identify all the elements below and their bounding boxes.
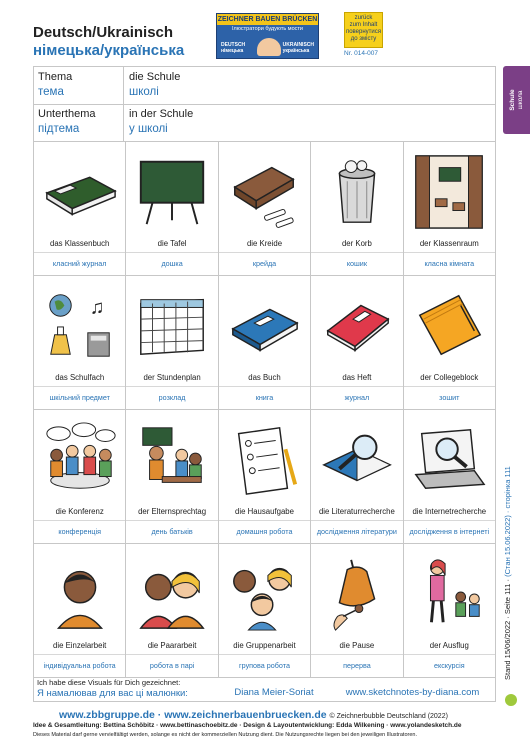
individual-work-icon — [41, 554, 119, 632]
word-uk: класна кімната — [424, 259, 475, 268]
word-de: der Klassenraum — [404, 235, 495, 253]
artist-website-link[interactable]: www.sketchnotes-by-diana.com — [345, 687, 480, 698]
word-uk: перерва — [343, 661, 371, 670]
vocab-card[interactable] — [404, 544, 496, 678]
word-uk: книга — [255, 393, 274, 402]
usage-rights: Dieses Material darf gerne vervielfältigt werden, solange es nicht der kommerziellen Nutzung dient. Die Nutzungsrechte liegen bei den jeweiligen Illustratoren. — [33, 732, 417, 738]
logo-faces-icon — [257, 38, 281, 56]
word-de: das Schulfach — [34, 369, 125, 387]
word-de: der Korb — [311, 235, 402, 253]
sheet-number: Nr. 014-007 — [344, 50, 378, 57]
topic-row — [33, 66, 496, 105]
vocab-card[interactable] — [404, 276, 496, 410]
vocab-card[interactable] — [126, 276, 218, 410]
word-uk: дослідження в інтернеті — [409, 527, 490, 536]
vocab-card[interactable] — [126, 410, 218, 544]
school-subject-icon — [41, 286, 119, 364]
topic-label: Thema тема — [34, 67, 124, 104]
timetable-icon — [133, 286, 211, 364]
word-de: die Literaturrecherche — [311, 503, 402, 521]
word-de: das Buch — [219, 369, 310, 387]
word-uk: групова робота — [239, 661, 290, 670]
side-tab-school[interactable] — [503, 66, 530, 134]
word-uk: день батьків — [151, 527, 193, 536]
class-register-icon — [41, 152, 119, 230]
vocab-card[interactable] — [404, 142, 496, 276]
version-stamp: Stand 15/06/2022 · Seite 111 · (Стан 15.06.2022) · сторінка 111 — [503, 466, 512, 680]
classroom-icon — [410, 152, 488, 230]
vocab-card[interactable] — [34, 410, 126, 544]
vocab-card[interactable] — [219, 276, 311, 410]
subtopic-row — [33, 104, 496, 142]
college-block-icon — [410, 286, 488, 364]
school-bell-icon — [318, 554, 396, 632]
vocab-card[interactable] — [219, 142, 311, 276]
vocab-card[interactable] — [34, 276, 126, 410]
internet-research-icon — [410, 420, 488, 498]
word-de: die Paararbeit — [126, 637, 217, 655]
credit-box — [33, 677, 496, 702]
zeichner-bauen-bruecken-logo[interactable] — [216, 13, 319, 59]
back-label-1: zurück — [354, 15, 373, 21]
vocab-card[interactable] — [311, 544, 403, 678]
word-de: die Pause — [311, 637, 402, 655]
word-uk: кошик — [346, 259, 367, 268]
word-de: die Gruppenarbeit — [219, 637, 310, 655]
logo-lang-uk: UKRAINISCH українська — [282, 42, 314, 54]
back-label-4: до змісту — [350, 36, 377, 42]
logo-lang-de: DEUTSCH німецька — [221, 42, 246, 54]
word-de: die Tafel — [126, 235, 217, 253]
word-de: die Internetrecherche — [404, 503, 495, 521]
word-uk: індивідуальна робота — [43, 661, 116, 670]
word-uk: екскурсія — [433, 661, 465, 670]
back-label-3: повернутися — [345, 29, 382, 35]
word-de: die Hausaufgabe — [219, 503, 310, 521]
word-de: der Ausflug — [404, 637, 495, 655]
word-de: die Einzelarbeit — [34, 637, 125, 655]
book-icon — [225, 286, 303, 364]
word-de: die Konferenz — [34, 503, 125, 521]
word-uk: конференція — [58, 527, 102, 536]
group-work-icon — [225, 554, 303, 632]
field-trip-icon — [410, 554, 488, 632]
wastebasket-icon — [318, 152, 396, 230]
word-de: das Klassenbuch — [34, 235, 125, 253]
word-uk: шкільний предмет — [49, 393, 110, 402]
vocab-card[interactable] — [34, 544, 126, 678]
word-uk: домашня робота — [236, 527, 293, 536]
page-title-uk: німецька/українська — [33, 42, 185, 59]
conference-icon — [41, 420, 119, 498]
word-uk: дослідження літератури — [316, 527, 397, 536]
word-uk: робота в парі — [149, 661, 195, 670]
vocab-card[interactable] — [219, 544, 311, 678]
word-de: das Heft — [311, 369, 402, 387]
word-de: der Elternsprechtag — [126, 503, 217, 521]
subtopic-label: Unterthema підтема — [34, 104, 124, 141]
topic-value: die Schule школі — [129, 71, 181, 98]
svg-text:♫: ♫ — [89, 296, 105, 319]
word-de: der Collegeblock — [404, 369, 495, 387]
vocab-card[interactable] — [404, 410, 496, 544]
word-de: der Stundenplan — [126, 369, 217, 387]
vocab-card[interactable] — [311, 410, 403, 544]
word-de: die Kreide — [219, 235, 310, 253]
copyright: © Zeichnerbubble Deutschland (2022) — [329, 713, 448, 720]
homework-icon — [225, 420, 303, 498]
vocab-card[interactable] — [126, 544, 218, 678]
word-uk: крейда — [252, 259, 277, 268]
pair-work-icon — [133, 554, 211, 632]
blackboard-icon — [133, 152, 211, 230]
word-uk: журнал — [344, 393, 370, 402]
artist-name: Diana Meier-Soriat — [234, 687, 314, 698]
word-uk: зошит — [439, 393, 460, 402]
literature-research-icon — [318, 420, 396, 498]
back-label-2: zum Inhalt — [349, 22, 378, 28]
credits-line: Idee & Gesamtleitung: Bettina Schöbitz · www.bettinaschoebitz.de · Design & Layoutentwicklung: Edda Wilkening · www.yolandesketch.de — [33, 722, 462, 729]
parents-day-icon — [133, 420, 211, 498]
logo-subtitle: Ілюстратори будують мости — [232, 26, 303, 32]
word-uk: дошка — [161, 259, 183, 268]
word-uk: класний журнал — [52, 259, 107, 268]
drawn-by-label: Ich habe diese Visuals für Dich gezeichnet: Я намалював для вас ці малюнки: — [37, 678, 188, 699]
project-links[interactable]: www.zbbgruppe.de · www.zeichnerbauenbruecken.de © Zeichnerbubble Deutschland (2022) — [59, 709, 448, 721]
subtopic-value: in der Schule у школі — [129, 108, 194, 135]
side-tab-label: Schule школа — [508, 89, 524, 111]
vocab-card[interactable] — [126, 142, 218, 276]
page-title-de: Deutsch/Ukrainisch — [33, 24, 174, 41]
vocabulary-grid — [33, 142, 496, 678]
logo-title: ZEICHNER BAUEN BRÜCKEN — [217, 16, 318, 23]
word-uk: розклад — [158, 393, 186, 402]
vocab-card[interactable] — [311, 276, 403, 410]
vocab-card[interactable] — [311, 142, 403, 276]
status-dot — [505, 694, 517, 706]
back-to-contents-button[interactable] — [344, 12, 383, 48]
vocab-card[interactable] — [34, 142, 126, 276]
vocab-card[interactable] — [219, 410, 311, 544]
notebook-icon — [318, 286, 396, 364]
chalk-icon — [225, 152, 303, 230]
